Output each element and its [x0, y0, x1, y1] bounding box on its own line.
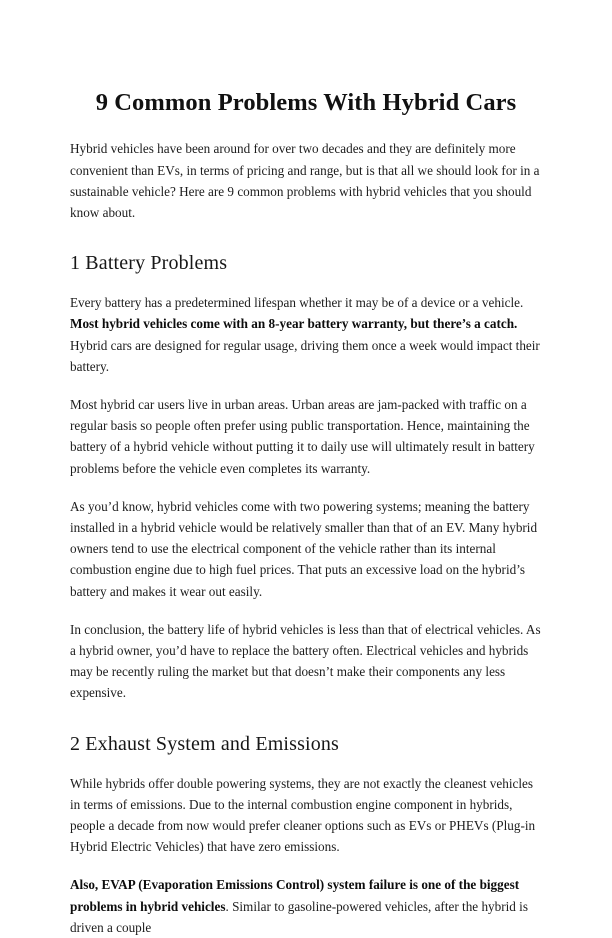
paragraph-2-1 — [70, 756, 542, 858]
paragraph-lead: While hybrids offer double powering systems, they are not exactly the cleanest vehicles in terms of emissions. Due to the internal combustion engine component in hybrids, people a decade from now would prefer cleaner options such as EVs or PHEVs (Plug-in Hybrid Electric Vehicles) that have zero emissions. — [70, 775, 536, 855]
section-heading-2: 2 Exhaust System and Emissions — [70, 732, 339, 755]
paragraph-1-4 — [70, 602, 542, 704]
paragraph-1-1 — [70, 275, 542, 377]
paragraph-2-2 — [70, 857, 542, 938]
page-title: 9 Common Problems With Hybrid Cars — [95, 89, 517, 116]
paragraph-tail: Hybrid cars are designed for regular usage, driving them once a week would impact their battery. — [70, 337, 540, 374]
intro-paragraph: Hybrid vehicles have been around for over two decades and they are definitely more convenient than EVs, in terms of pricing and range, but is that all we should look for in a sustainable vehicle? Here are 9 common problems with hybrid vehicles that you should know about. — [70, 141, 540, 220]
paragraph-lead: As you’d know, hybrid vehicles come with two powering systems; meaning the battery installed in a hybrid vehicle would be relatively smaller than that of an EV. Many hybrid owners tend to use the electrical component of the vehicle rather than its internal combustion engine due to high fuel prices. That puts an excessive load on the hybrid’s battery and makes it wear out easily. — [70, 498, 538, 599]
paragraph-lead: Most hybrid car users live in urban areas. Urban areas are jam-packed with traffic on a regular basis so people often prefer using public transportation. Hence, maintaining the battery of a hybrid vehicle without putting it to daily use will ultimately result in battery problems before the vehicle even completes its warranty. — [70, 397, 535, 476]
paragraph-bold-emphasis: Most hybrid vehicles come with an 8-year battery warranty, but there’s a catch. — [70, 316, 518, 332]
paragraph-1-2 — [70, 377, 542, 479]
paragraph-tail: . Similar to gasoline-powered vehicles, after the hybrid is driven a couple — [70, 898, 528, 935]
paragraph-lead: Every battery has a predetermined lifespan whether it may be of a device or a vehicle. — [70, 295, 524, 311]
paragraph-bold-emphasis: Also, EVAP (Evaporation Emissions Control) system failure is one of the biggest problems in hybrid vehicles — [70, 877, 520, 914]
paragraph-1-3 — [70, 479, 542, 602]
paragraph-lead: In conclusion, the battery life of hybrid vehicles is less than that of electrical vehicles. As a hybrid owner, you’d have to replace the battery often. Electrical vehicles and hybrids may be recently ruling the market but that doesn’t make their components any less expensive. — [70, 621, 541, 701]
section-heading-1: 1 Battery Problems — [70, 252, 228, 275]
